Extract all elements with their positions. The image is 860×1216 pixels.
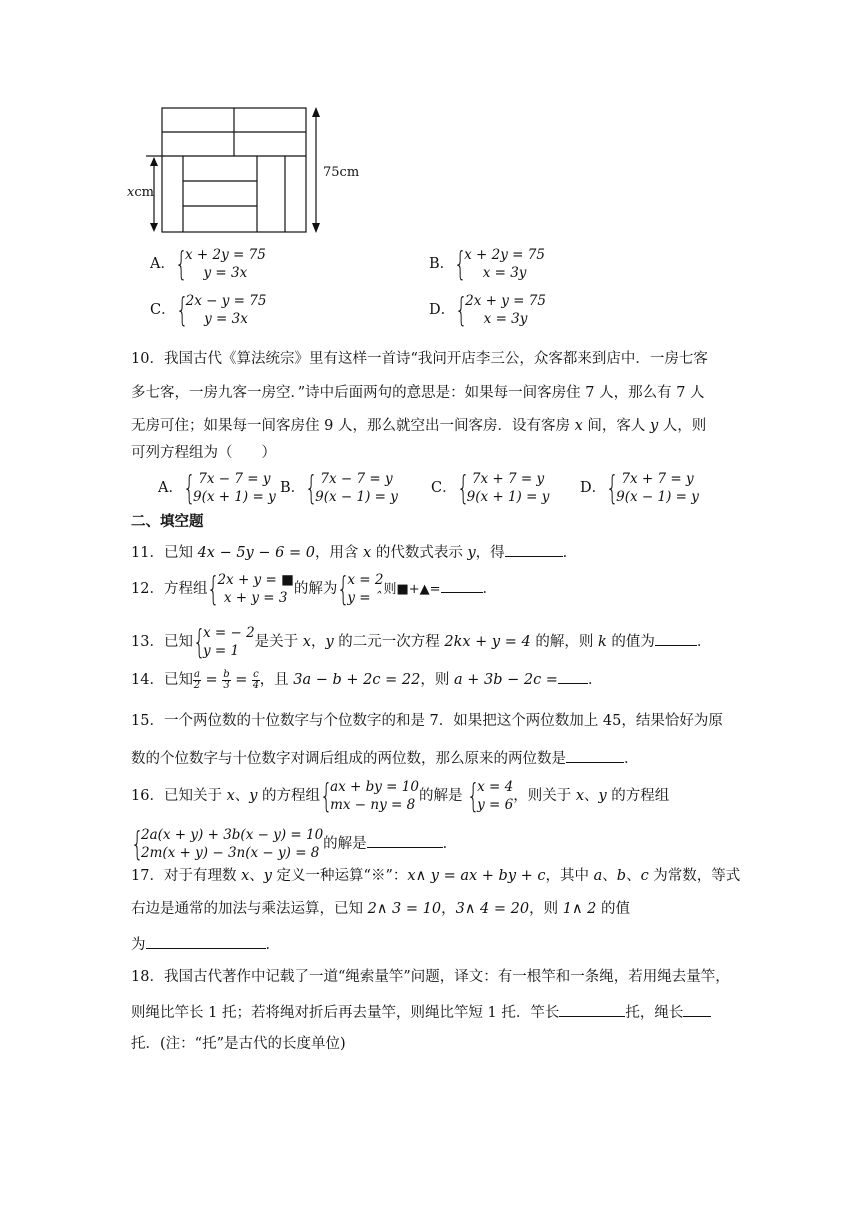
q10-line-4: 可列方程组为（ ）: [131, 445, 276, 461]
q9-option-c[interactable]: C． { 2x − y = 75 y = 3x: [150, 290, 267, 329]
q17-line-1: 17．对于有理数 x、y 定义一种运算“※”：x∧ y = ax + by + c，其中 a、b、c 为常数，等式: [131, 868, 741, 884]
q12-answer-blank[interactable]: [441, 577, 483, 593]
q17-line-3: 为 ．: [131, 933, 280, 955]
arrow-down-icon: [312, 223, 320, 233]
q12: 12．方程组 { 2x + y = ■ x + y = 3 的解为 { x = 2 y = ˆ 则■+▲= ．: [131, 569, 498, 608]
q15-line-1: 15．一个两位数的十位数字与个位数字的和是 7．如果把这个两位数加上 45，结果恰好为原: [131, 713, 723, 729]
q10-option-b[interactable]: B． { 7x − 7 = y 9(x − 1) = y: [280, 468, 398, 507]
arrow-up-icon: [312, 107, 320, 117]
q10-line-3: 无房可住；如果每一间客房住 9 人，那么就空出一间客房．设有客房 x 间，客人 y 人，则: [131, 418, 707, 434]
q16-answer-blank[interactable]: [367, 832, 443, 848]
q17-answer-blank[interactable]: [146, 933, 266, 949]
q17-line-2: 右边是通常的加法与乘法运算，已知 2∧ 3 = 10，3∧ 4 = 20，则 1∧ 2 的值: [131, 901, 631, 917]
q10-option-d[interactable]: D． { 7x + 7 = y 9(x − 1) = y: [580, 468, 699, 507]
q15-answer-blank[interactable]: [566, 747, 624, 763]
q10-line-2: 多七客，一房九客一房空．”诗中后面两句的意思是：如果每一间客房住 7 人，那么有 7 人: [131, 385, 705, 401]
q10-option-c[interactable]: C． { 7x + 7 = y 9(x + 1) = y: [431, 468, 550, 507]
height-label: 75cm: [323, 165, 360, 180]
q18-line-2: 则绳比竿长 1 托；若将绳对折后再去量竿，则绳比竿短 1 托．竿长 托，绳长: [131, 1001, 711, 1023]
q18-line-1: 18．我国古代著作中记载了一道“绳索量竿”问题，译文：有一根竿和一条绳，若用绳去量竿，: [131, 969, 730, 985]
arrow-up-icon: [150, 157, 158, 166]
x-label: xcm: [127, 185, 154, 200]
q11-answer-blank[interactable]: [505, 541, 563, 557]
q9-option-d[interactable]: D． { 2x + y = 75 x = 3y: [429, 290, 546, 329]
q18-line-3: 托．(注：“托”是古代的长度单位): [131, 1036, 346, 1052]
q15-line-2: 数的个位数字与十位数字对调后组成的两位数，那么原来的两位数是 ．: [131, 747, 639, 769]
q18-pole-blank[interactable]: [559, 1001, 625, 1017]
q14-answer-blank[interactable]: [558, 668, 588, 684]
q11: 11．已知 4x − 5y − 6 = 0，用含 x 的代数式表示 y，得 ．: [131, 541, 577, 563]
rectangle-figure: [120, 100, 380, 245]
q14: 14．已知 $\frac{a}{2}$ = $\frac{b}{3}$ = $\frac{c}{4}$ ，且 3a − b + 2c = 22，则 a + 3b − 2c = ．: [131, 668, 603, 691]
section-heading: 二、填空题: [131, 514, 204, 530]
arrow-down-icon: [150, 223, 158, 232]
q10-line-1: 10．我国古代《算法统宗》里有这样一首诗“我问开店李三公，众客都来到店中．一房七客: [131, 351, 708, 367]
q16-line-2: { 2a(x + y) + 3b(x − y) = 10 2m(x + y) − 3n(x − y) = 8 的解是 ．: [131, 824, 458, 863]
q9-option-a[interactable]: A． { x + 2y = 75 y = 3x: [150, 244, 266, 283]
q13: 13．已知 { x = − 2 y = 1 是关于 x，y 的二元一次方程 2kx + y = 4 的解，则 k 的值为 ．: [131, 622, 712, 661]
q18-rope-blank[interactable]: [683, 1001, 711, 1017]
q9-option-b[interactable]: B． { x + 2y = 75 x = 3y: [429, 244, 545, 283]
q16-line-1: 16．已知关于 x、y 的方程组 { ax + by = 10 mx − ny = 8 的解是 { x = 4 y = 6 ，则关于 x、y 的方程组: [131, 776, 670, 815]
q10-option-a[interactable]: A． { 7x − 7 = y 9(x + 1) = y: [158, 468, 276, 507]
q13-answer-blank[interactable]: [655, 630, 697, 646]
